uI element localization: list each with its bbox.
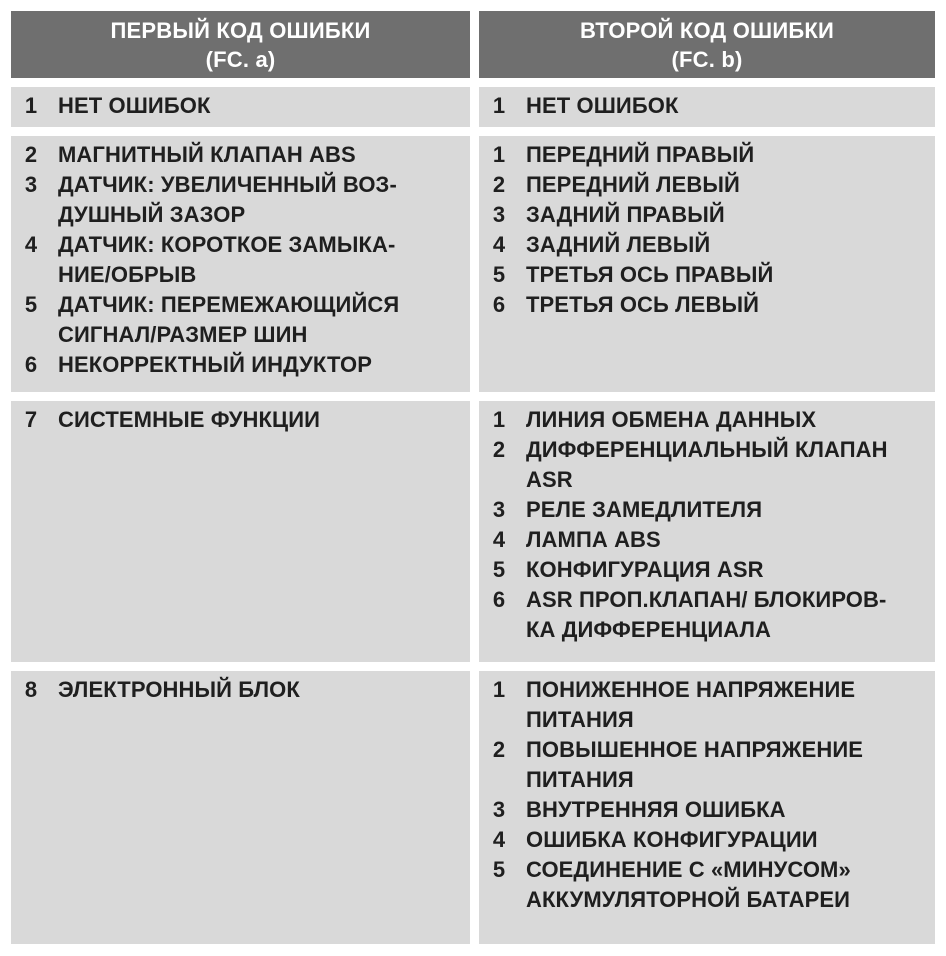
row-4-right-cell <box>479 671 935 944</box>
item-text: НЕТ ОШИБОК <box>526 93 679 118</box>
row-1-left-cell <box>11 87 470 127</box>
item-number: 1 <box>492 677 506 702</box>
item-text: ЛИНИЯ ОБМЕНА ДАННЫХ <box>526 407 817 432</box>
item-number: 5 <box>492 262 506 287</box>
item-text: ЛАМПА ABS <box>526 527 661 552</box>
row-2-left-cell <box>11 136 470 392</box>
list-item <box>11 230 470 290</box>
row-4-left-cell <box>11 671 470 944</box>
item-number: 6 <box>492 587 506 612</box>
item-number: 6 <box>492 292 506 317</box>
list-item <box>479 495 935 525</box>
item-text <box>526 735 935 795</box>
list-item <box>479 855 935 915</box>
row-3-left-cell <box>11 401 470 662</box>
item-number: 1 <box>492 407 506 432</box>
item-text-line: АККУМУЛЯТОРНОЙ БАТАРЕИ <box>526 887 851 912</box>
item-text: ТРЕТЬЯ ОСЬ ПРАВЫЙ <box>526 262 774 287</box>
list-item <box>479 675 935 735</box>
item-number: 6 <box>24 352 38 377</box>
item-text <box>526 585 935 645</box>
list-item <box>479 585 935 645</box>
list-item <box>479 795 935 825</box>
item-text-line: СИГНАЛ/РАЗМЕР ШИН <box>58 322 308 347</box>
header-second-error-code <box>479 11 935 78</box>
item-text: МАГНИТНЫЙ КЛАПАН ABS <box>58 142 356 167</box>
item-number: 4 <box>492 527 506 552</box>
item-text: РЕЛЕ ЗАМЕДЛИТЕЛЯ <box>526 497 763 522</box>
item-text: ПЕРЕДНИЙ ЛЕВЫЙ <box>526 172 740 197</box>
item-text-line: ASR <box>526 467 573 492</box>
item-text: ЗАДНИЙ ЛЕВЫЙ <box>526 232 711 257</box>
item-number: 3 <box>492 202 506 227</box>
list-item <box>479 825 935 855</box>
item-text: ОШИБКА КОНФИГУРАЦИИ <box>526 827 818 852</box>
item-text <box>58 170 470 230</box>
list-item <box>479 290 935 320</box>
list-item <box>479 435 935 495</box>
item-number: 3 <box>492 497 506 522</box>
list-item <box>479 555 935 585</box>
item-text-line: ДУШНЫЙ ЗАЗОР <box>58 202 246 227</box>
list-item <box>11 140 470 170</box>
header-left-title: ПЕРВЫЙ КОД ОШИБКИ <box>110 17 371 43</box>
item-text-line: ПИТАНИЯ <box>526 707 634 732</box>
item-number: 1 <box>24 93 38 118</box>
item-number: 1 <box>492 93 506 118</box>
item-number: 3 <box>24 172 38 197</box>
item-text <box>526 675 935 735</box>
item-text <box>58 230 470 290</box>
list-item <box>479 405 935 435</box>
item-text <box>526 855 935 915</box>
item-text: ТРЕТЬЯ ОСЬ ЛЕВЫЙ <box>526 292 759 317</box>
item-text: НЕКОРРЕКТНЫЙ ИНДУКТОР <box>58 352 372 377</box>
item-number: 2 <box>492 737 506 762</box>
item-text: ЗАДНИЙ ПРАВЫЙ <box>526 202 725 227</box>
item-number: 1 <box>492 142 506 167</box>
item-number: 3 <box>492 797 506 822</box>
list-item <box>11 170 470 230</box>
item-text-line: ДАТЧИК: ПЕРЕМЕЖАЮЩИЙСЯ <box>58 292 400 317</box>
list-item <box>479 140 935 170</box>
list-item <box>479 735 935 795</box>
header-left-code: (FC. a) <box>205 46 276 72</box>
item-text: ЭЛЕКТРОННЫЙ БЛОК <box>58 677 300 702</box>
item-number: 2 <box>24 142 38 167</box>
item-text-line: ПИТАНИЯ <box>526 767 634 792</box>
item-number: 2 <box>492 437 506 462</box>
item-number: 8 <box>24 677 38 702</box>
list-item <box>11 290 470 350</box>
item-text-line: ПОНИЖЕННОЕ НАПРЯЖЕНИЕ <box>526 677 856 702</box>
list-item <box>479 170 935 200</box>
row-2-right-cell <box>479 136 935 392</box>
item-number: 4 <box>492 232 506 257</box>
item-text: СИСТЕМНЫЕ ФУНКЦИИ <box>58 407 321 432</box>
list-item <box>479 200 935 230</box>
item-text-line: СОЕДИНЕНИЕ С «МИНУСОМ» <box>526 857 851 882</box>
item-text-line: ДИФФЕРЕНЦИАЛЬНЫЙ КЛАПАН <box>526 437 888 462</box>
item-text: ПЕРЕДНИЙ ПРАВЫЙ <box>526 142 755 167</box>
header-right-code: (FC. b) <box>671 46 743 72</box>
list-item <box>479 230 935 260</box>
row-1-right-cell <box>479 87 935 127</box>
item-number: 5 <box>24 292 38 317</box>
row-3-right-cell <box>479 401 935 662</box>
item-text-line: НИЕ/ОБРЫВ <box>58 262 197 287</box>
item-text-line: ПОВЫШЕННОЕ НАПРЯЖЕНИЕ <box>526 737 864 762</box>
list-item <box>479 91 935 121</box>
item-text <box>526 435 935 495</box>
list-item <box>11 405 470 435</box>
list-item <box>11 350 470 380</box>
list-item <box>11 675 470 705</box>
item-number: 5 <box>492 557 506 582</box>
item-number: 2 <box>492 172 506 197</box>
item-text: КОНФИГУРАЦИЯ ASR <box>526 557 764 582</box>
list-item <box>479 525 935 555</box>
item-text-line: ASR ПРОП.КЛАПАН/ БЛОКИРОВ- <box>526 587 887 612</box>
header-right-title: ВТОРОЙ КОД ОШИБКИ <box>580 17 834 43</box>
item-text <box>58 290 470 350</box>
item-text-line: КА ДИФФЕРЕНЦИАЛА <box>526 617 772 642</box>
list-item <box>479 260 935 290</box>
item-text-line: ДАТЧИК: КОРОТКОЕ ЗАМЫКА- <box>58 232 396 257</box>
list-item <box>11 91 470 121</box>
item-number: 4 <box>24 232 38 257</box>
header-first-error-code <box>11 11 470 78</box>
item-text: ВНУТРЕННЯЯ ОШИБКА <box>526 797 786 822</box>
item-number: 5 <box>492 857 506 882</box>
item-text-line: ДАТЧИК: УВЕЛИЧЕННЫЙ ВОЗ- <box>58 172 397 197</box>
item-text: НЕТ ОШИБОК <box>58 93 211 118</box>
item-number: 7 <box>24 407 38 432</box>
item-number: 4 <box>492 827 506 852</box>
